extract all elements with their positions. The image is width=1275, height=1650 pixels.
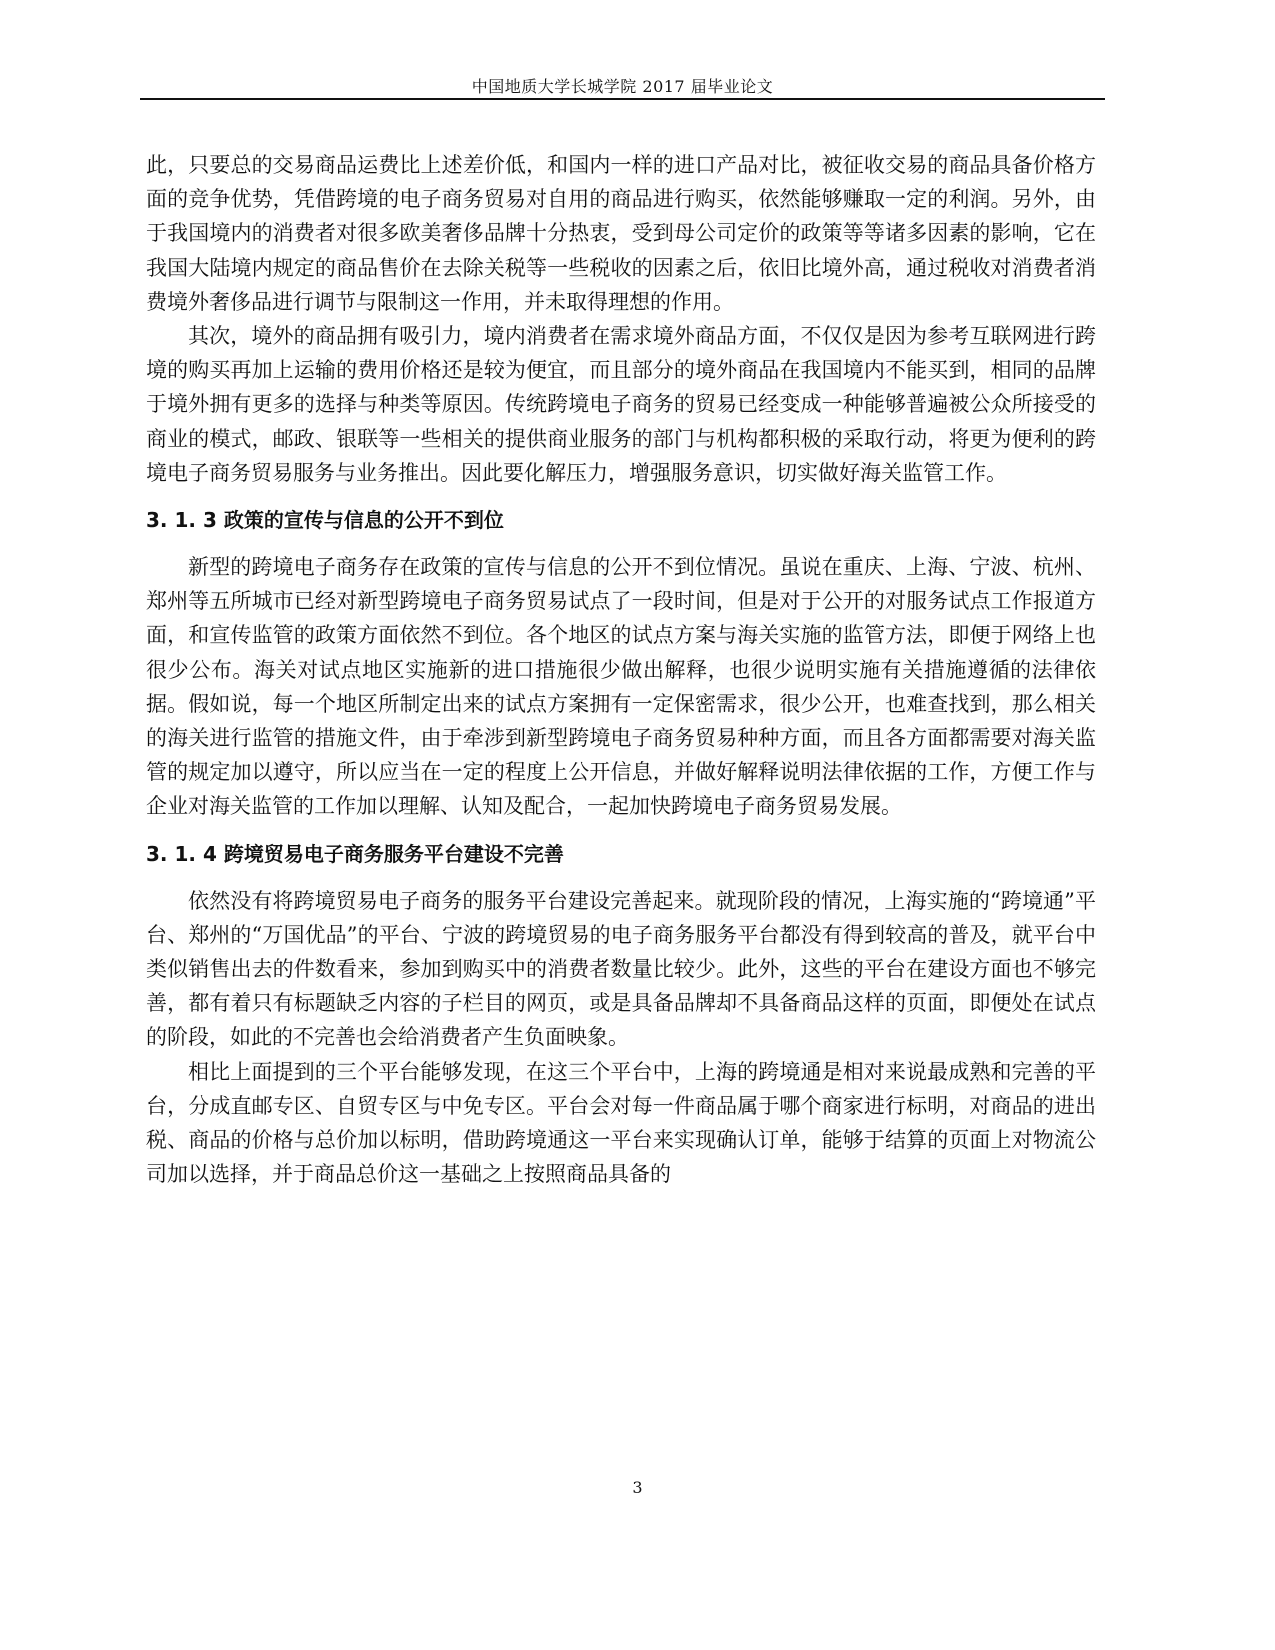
page-header: 中国地质大学长城学院 2017 届毕业论文 xyxy=(471,77,774,96)
header-rule xyxy=(140,98,1105,100)
section-heading-3-1-3: 3. 1. 3 政策的宣传与信息的公开不到位 xyxy=(146,508,504,533)
paragraph-2: 其次，境外的商品拥有吸引力，境内消费者在需求境外商品方面，不仅仅是因为参考互联网进行跨境的购买再加上运输的费用价格还是较为便宜，而且部分的境外商品在我国境内不能买到，相同的品牌于境外拥有更多的选择与种类等原因。传统跨境电子商务的贸易已经变成一种能够普遍被公众所接受的商业的模式，邮政、银联等一些相关的提供商业服务的部门与机构都积极的采取行动，将更为便利的跨境电子商务贸易服务与业务推出。因此要化解压力，增强服务意识，切实做好海关监管工作。 xyxy=(146,324,1096,485)
paragraph-1: 此，只要总的交易商品运费比上述差价低，和国内一样的进口产品对比，被征收交易的商品具备价格方面的竞争优势，凭借跨境的电子商务贸易对自用的商品进行购买，依然能够赚取一定的利润。另外，由于我国境内的消费者对很多欧美奢侈品牌十分热衷，受到母公司定价的政策等等诸多因素的影响，它在我国大陆境内规定的商品售价在去除关税等一些税收的因素之后，依旧比境外高，通过税收对消费者消费境外奢侈品进行调节与限制这一作用，并未取得理想的作用。 xyxy=(146,153,1096,314)
document-body xyxy=(146,148,1096,1191)
page-number: 3 xyxy=(632,1478,643,1497)
paragraph-3: 新型的跨境电子商务存在政策的宣传与信息的公开不到位情况。虽说在重庆、上海、宁波、杭州、郑州等五所城市已经对新型跨境电子商务贸易试点了一段时间，但是对于公开的对服务试点工作报道方面，和宣传监管的政策方面依然不到位。各个地区的试点方案与海关实施的监管方法，即便于网络上也很少公布。海关对试点地区实施新的进口措施很少做出解释，也很少说明实施有关措施遵循的法律依据。假如说，每一个地区所制定出来的试点方案拥有一定保密需求，很少公开，也难查找到，那么相关的海关进行监管的措施文件，由于牵涉到新型跨境电子商务贸易种种方面，而且各方面都需要对海关监管的规定加以遵守，所以应当在一定的程度上公开信息，并做好解释说明法律依据的工作，方便工作与企业对海关监管的工作加以理解、认知及配合，一起加快跨境电子商务贸易发展。 xyxy=(146,555,1096,819)
section-heading-3-1-4: 3. 1. 4 跨境贸易电子商务服务平台建设不完善 xyxy=(146,841,564,866)
paragraph-4: 依然没有将跨境贸易电子商务的服务平台建设完善起来。就现阶段的情况，上海实施的“跨境通”平台、郑州的“万国优品”的平台、宁波的跨境贸易的电子商务服务平台都没有得到较高的普及，就平台中类似销售出去的件数看来，参加到购买中的消费者数量比较少。此外，这些的平台在建设方面也不够完善，都有着只有标题缺乏内容的子栏目的网页，或是具备品牌却不具备商品这样的页面，即便处在试点的阶段，如此的不完善也会给消费者产生负面映象。 xyxy=(146,888,1096,1050)
paragraph-5: 相比上面提到的三个平台能够发现，在这三个平台中，上海的跨境通是相对来说最成熟和完善的平台，分成直邮专区、自贸专区与中免专区。平台会对每一件商品属于哪个商家进行标明，对商品的进出税、商品的价格与总价加以标明，借助跨境通这一平台来实现确认订单，能够于结算的页面上对物流公司加以选择，并于商品总价这一基础之上按照商品具备的 xyxy=(146,1059,1096,1187)
